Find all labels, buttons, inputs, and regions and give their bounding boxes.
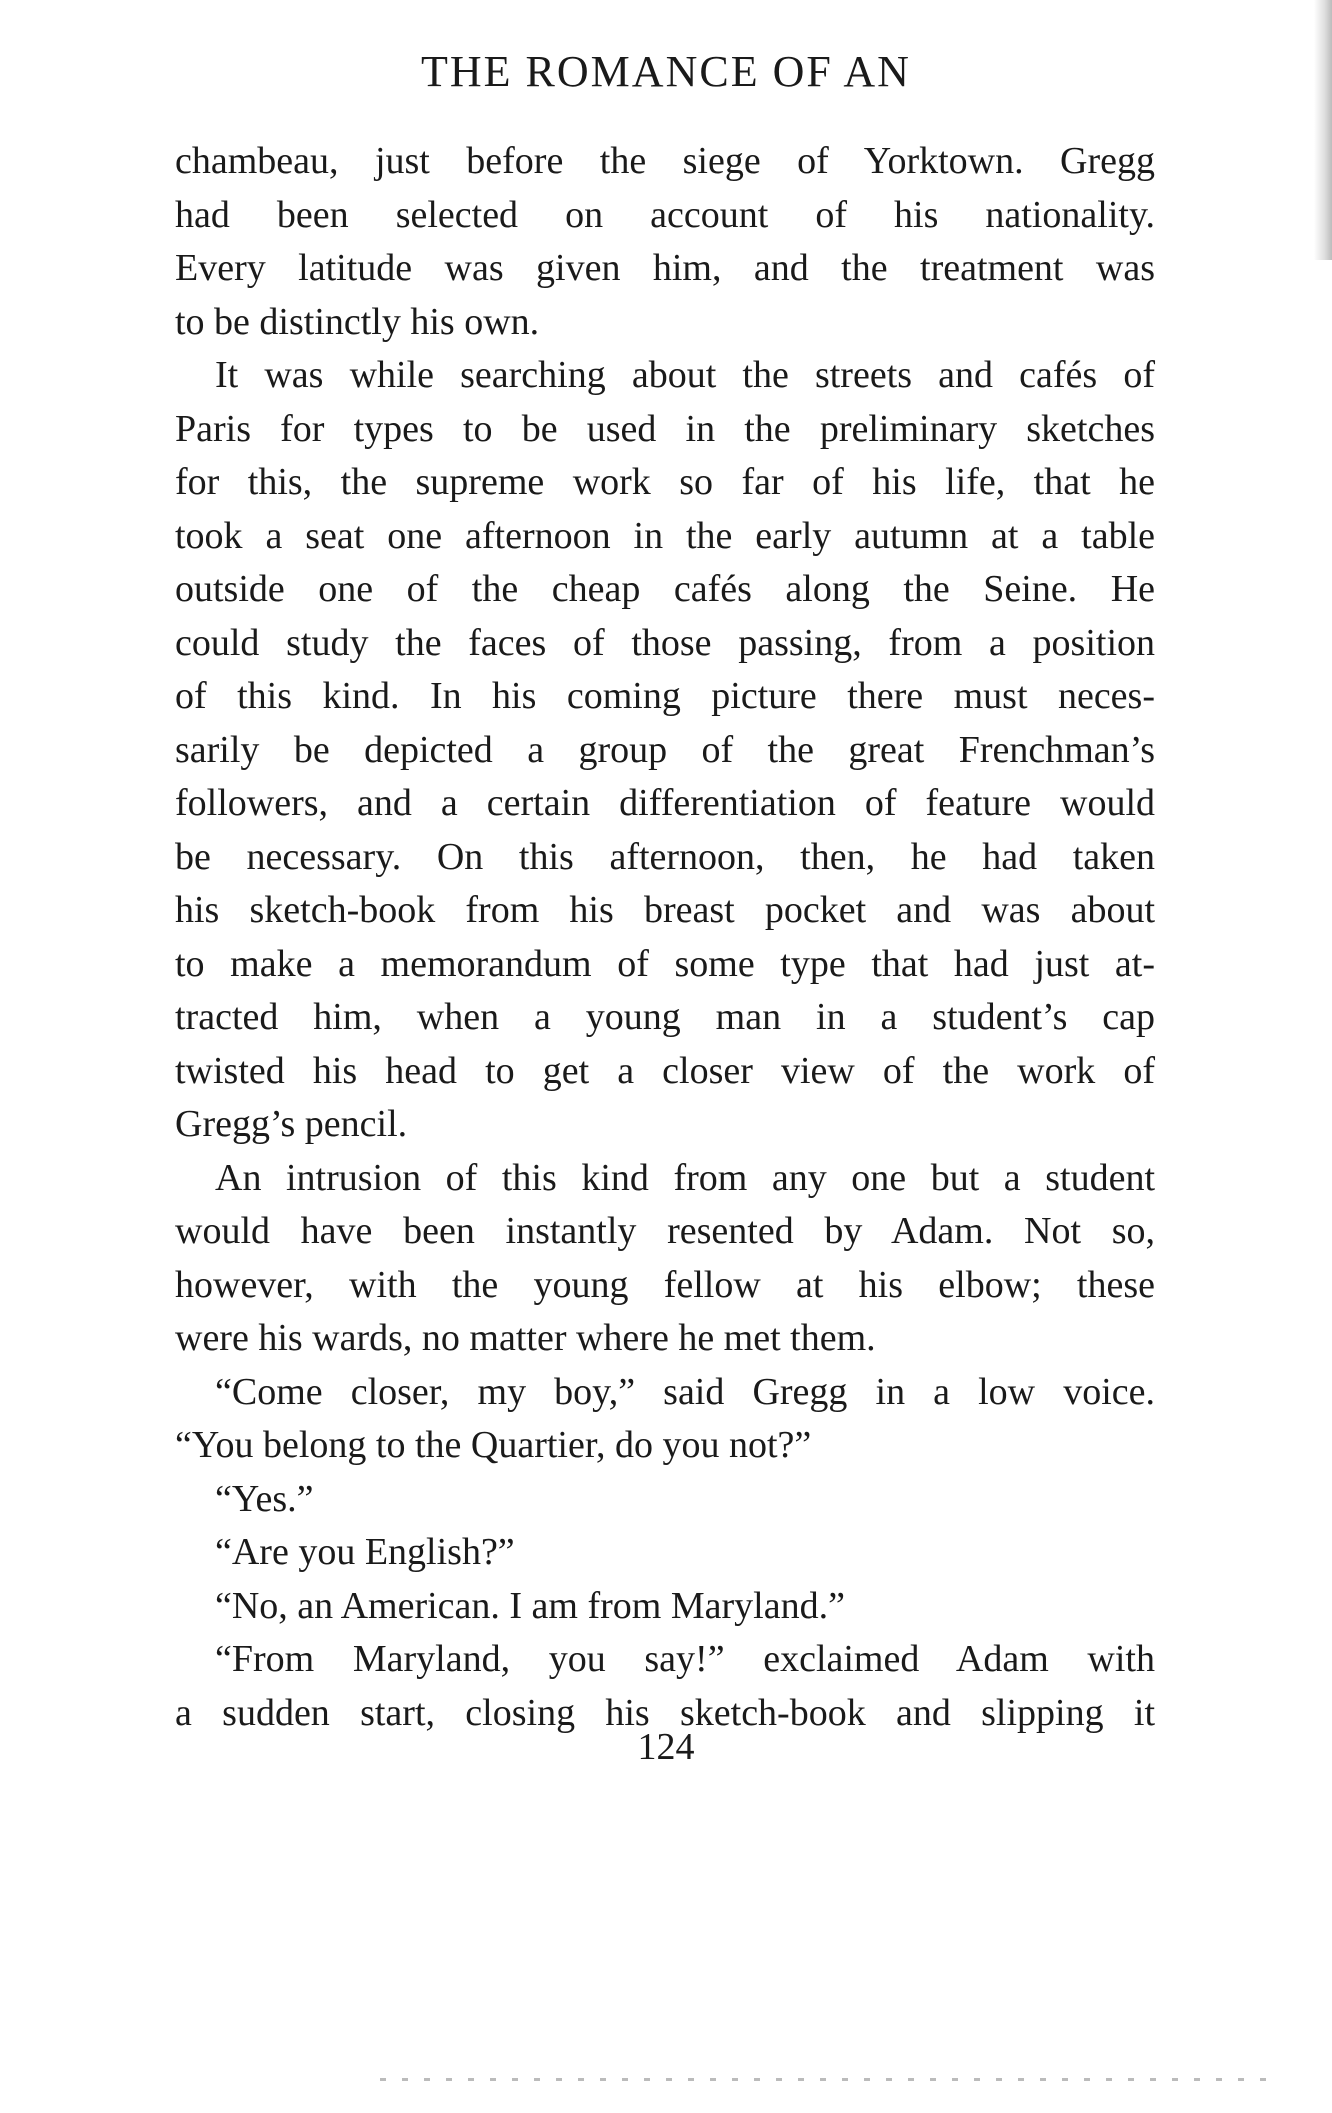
text-line: a sudden start, closing his sketch-book and slipping it	[175, 1691, 1155, 1734]
text-line: “From Maryland, you say!” exclaimed Adam with	[215, 1638, 1155, 1680]
text-line: be necessary. On this afternoon, then, he had taken	[175, 835, 1155, 878]
text-line: sarily be depicted a group of the great Frenchman’s	[175, 728, 1155, 771]
text-line: “Are you English?”	[215, 1531, 515, 1573]
text-line: Paris for types to be used in the preliminary sketches	[175, 407, 1155, 450]
text-line: of this kind. In his coming picture there must neces-	[175, 675, 1155, 717]
scan-edge-shadow	[1314, 0, 1332, 260]
text-line: to be distinctly his own.	[175, 300, 540, 343]
running-head: THE ROMANCE OF AN	[421, 47, 911, 96]
text-line: tracted him, when a young man in a student’s cap	[175, 996, 1155, 1038]
text-line: however, with the young fellow at his elbow; these	[175, 1263, 1155, 1306]
text-line: Gregg’s pencil.	[175, 1103, 408, 1145]
body-text	[175, 135, 1155, 1740]
text-line: had been selected on account of his nationality.	[175, 193, 1155, 236]
scan-bottom-noise	[380, 2078, 1280, 2081]
text-line: for this, the supreme work so far of his life, that he	[175, 461, 1155, 503]
text-line: his sketch-book from his breast pocket and was about	[175, 889, 1155, 931]
page-number: 124	[637, 1726, 695, 1768]
text-line: would have been instantly resented by Adam. Not so,	[175, 1210, 1155, 1252]
text-line: could study the faces of those passing, from a position	[175, 621, 1155, 664]
text-line: An intrusion of this kind from any one but a student	[215, 1156, 1155, 1199]
text-line: It was while searching about the streets and cafés of	[215, 354, 1155, 396]
text-line: followers, and a certain differentiation of feature would	[175, 782, 1155, 824]
text-line: took a seat one afternoon in the early autumn at a table	[175, 514, 1155, 557]
text-line: “No, an American. I am from Maryland.”	[215, 1584, 845, 1627]
text-line: chambeau, just before the siege of Yorktown. Gregg	[175, 140, 1155, 182]
text-line: “Yes.”	[215, 1477, 314, 1520]
text-line: to make a memorandum of some type that had just at-	[175, 942, 1155, 985]
text-line: were his wards, no matter where he met them.	[175, 1317, 876, 1359]
text-line: twisted his head to get a closer view of the work of	[175, 1049, 1155, 1092]
text-line: Every latitude was given him, and the treatment was	[175, 247, 1155, 289]
text-line: “You belong to the Quartier, do you not?”	[175, 1424, 812, 1466]
text-line: outside one of the cheap cafés along the Seine. He	[175, 568, 1155, 610]
text-line: “Come closer, my boy,” said Gregg in a low voice.	[215, 1370, 1155, 1413]
